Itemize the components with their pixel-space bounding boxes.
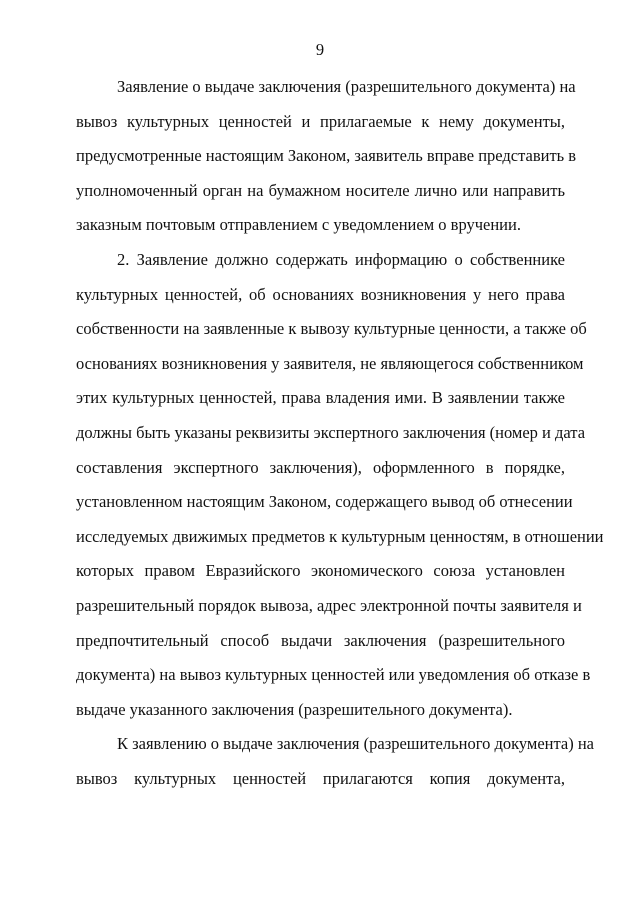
paragraph-1 xyxy=(76,70,577,243)
text-line: этих культурных ценностей, права владения ими. В заявлении также xyxy=(76,388,565,408)
text-line: должны быть указаны реквизиты экспертного заключения (номер и дата xyxy=(76,422,586,442)
text-line: заказным почтовым отправлением с уведомлением о вручении. xyxy=(76,215,521,235)
text-line: уполномоченный орган на бумажном носителе лично или направить xyxy=(76,180,565,200)
text-line: установленном настоящим Законом, содержащего вывод об отнесении xyxy=(76,492,573,512)
text-line: основаниях возникновения у заявителя, не являющегося собственником xyxy=(76,353,584,373)
text-line: вывоз культурных ценностей и прилагаемые к нему документы, xyxy=(76,111,565,131)
document-body xyxy=(76,70,604,796)
text-line: вывоз культурных ценностей прилагаются копия документа, xyxy=(76,768,565,788)
text-line: разрешительный порядок вывоза, адрес электронной почты заявителя и xyxy=(76,595,582,615)
paragraph-3 xyxy=(76,727,595,796)
text-line: предпочтительный способ выдачи заключения (разрешительного xyxy=(76,630,565,650)
text-line: составления экспертного заключения), оформленного в порядке, xyxy=(76,457,565,477)
text-line: К заявлению о выдаче заключения (разрешительного документа) на xyxy=(117,734,595,754)
text-line: 2. Заявление должно содержать информацию о собственнике xyxy=(117,249,565,269)
text-line: культурных ценностей, об основаниях возникновения у него права xyxy=(76,284,565,304)
text-line: предусмотренные настоящим Законом, заявитель вправе представить в xyxy=(76,146,577,166)
text-line: документа) на вывоз культурных ценностей или уведомления об отказе в xyxy=(76,665,591,685)
text-line: которых правом Евразийского экономического союза установлен xyxy=(76,561,565,581)
text-line: Заявление о выдаче заключения (разрешительного документа) на xyxy=(117,77,576,96)
text-line: собственности на заявленные к вывозу культурные ценности, а также об xyxy=(76,319,587,339)
page-number: 9 xyxy=(315,40,325,59)
paragraph-2 xyxy=(76,243,604,727)
text-line: исследуемых движимых предметов к культурным ценностям, в отношении xyxy=(76,526,604,546)
text-line: выдаче указанного заключения (разрешительного документа). xyxy=(76,699,513,719)
